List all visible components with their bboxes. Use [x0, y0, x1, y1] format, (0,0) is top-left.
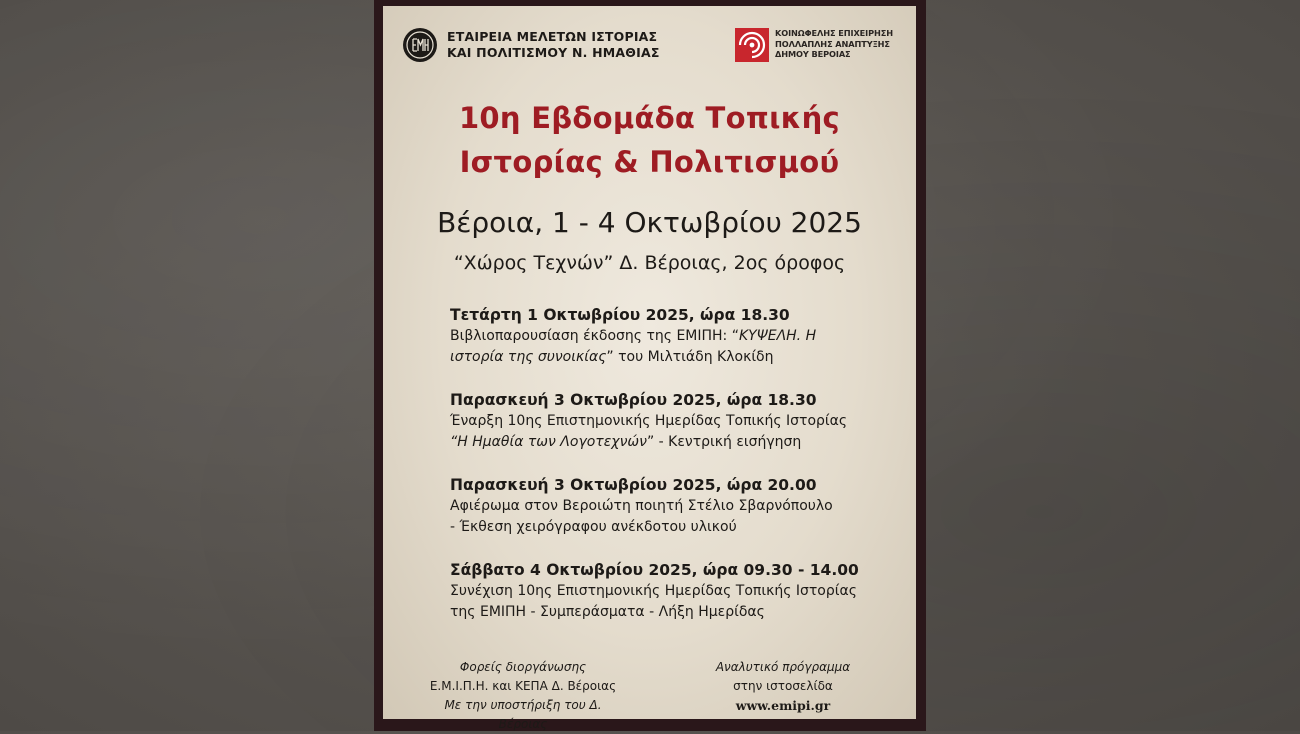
place-date: Βέροια, 1 - 4 Οκτωβρίου 2025: [437, 206, 862, 239]
emipi-org-name: [447, 29, 660, 61]
event-desc-text: Αφιέρωμα στον Βεροιώτη ποιητή Στέλιο Σβαρνόπουλο: [450, 498, 833, 514]
event-item: [450, 305, 860, 368]
title-line1: 10η Εβδομάδα Τοπικής: [458, 101, 841, 135]
emipi-logo-icon: [403, 28, 437, 62]
event-description: [450, 496, 860, 538]
support-note: Με την υποστήριξη του Δ. Βέροιας: [444, 698, 602, 731]
event-desc-text: ” του Μιλτιάδη Κλοκίδη: [606, 349, 774, 365]
event-poster: [383, 6, 916, 731]
event-desc-text: Βιβλιοπαρουσίαση έκδοσης της ΕΜΙΠΗ: “: [450, 328, 739, 344]
program-website-label: στην ιστοσελίδα: [733, 679, 833, 693]
program-label: Αναλυτικό πρόγραμμα: [715, 660, 851, 674]
event-datetime: Παρασκευή 3 Οκτωβρίου 2025, ώρα 20.00: [450, 476, 817, 494]
event-desc-text: της ΕΜΙΠΗ - Συμπεράσματα - Λήξη Ημερίδας: [450, 604, 765, 620]
venue: “Χώρος Τεχνών” Δ. Βέροιας, 2ος όροφος: [453, 252, 846, 274]
poster-title: [383, 96, 916, 184]
emipi-org-line2: ΚΑΙ ΠΟΛΙΤΙΣΜΟΥ Ν. ΗΜΑΘΙΑΣ: [447, 45, 660, 60]
title-line2: Ιστορίας & Πολιτισμού: [459, 145, 840, 179]
emipi-header: [403, 28, 660, 62]
kepa-org-line3: ΔΗΜΟΥ ΒΕΡΟΙΑΣ: [775, 49, 851, 59]
event-datetime: Τετάρτη 1 Οκτωβρίου 2025, ώρα 18.30: [450, 306, 790, 324]
kepa-org-line2: ΠΟΛΛΑΠΛΗΣ ΑΝΑΠΤΥΞΗΣ: [775, 38, 890, 49]
event-theme-title: “Η Ημαθία των Λογοτεχνών: [450, 434, 647, 450]
event-desc-text: - Έκθεση χειρόγραφου ανέκδοτου υλικού: [450, 519, 737, 535]
kepa-header: [735, 28, 893, 62]
event-book-title-cont: ιστορία της συνοικίας: [450, 349, 607, 365]
emipi-org-line1: ΕΤΑΙΡΕΙΑ ΜΕΛΕΤΩΝ ΙΣΤΟΡΙΑΣ: [447, 29, 658, 44]
organizers-label: Φορείς διοργάνωσης: [459, 660, 587, 674]
event-desc-text: Συνέχιση 10ης Επιστημονικής Ημερίδας Τοπικής Ιστορίας: [450, 583, 857, 599]
event-book-title: ΚΥΨΕΛΗ. Η: [738, 328, 817, 344]
kepa-org-name: [775, 28, 893, 60]
event-item: [450, 475, 860, 538]
kepa-logo-icon: [735, 28, 769, 62]
organizers-footer: [423, 658, 623, 734]
event-schedule: [450, 305, 860, 645]
event-description: [450, 581, 860, 623]
event-description: [450, 411, 860, 453]
event-datetime: Σάββατο 4 Οκτωβρίου 2025, ώρα 09.30 - 14.00: [450, 561, 859, 579]
event-item: [450, 390, 860, 453]
event-desc-text: Έναρξη 10ης Επιστημονικής Ημερίδας Τοπικής Ιστορίας: [450, 413, 848, 429]
event-datetime: Παρασκευή 3 Οκτωβρίου 2025, ώρα 18.30: [450, 391, 817, 409]
event-item: [450, 560, 860, 623]
kepa-org-line1: ΚΟΙΝΩΦΕΛΗΣ ΕΠΙΧΕΙΡΗΣΗ: [775, 28, 893, 38]
program-footer: [693, 658, 873, 715]
event-desc-text: ” - Κεντρική εισήγηση: [646, 434, 802, 450]
event-description: [450, 326, 860, 368]
website-url: www.emipi.gr: [735, 698, 831, 713]
organizers-names: Ε.Μ.Ι.Π.Η. και ΚΕΠΑ Δ. Βέροιας: [429, 679, 617, 693]
